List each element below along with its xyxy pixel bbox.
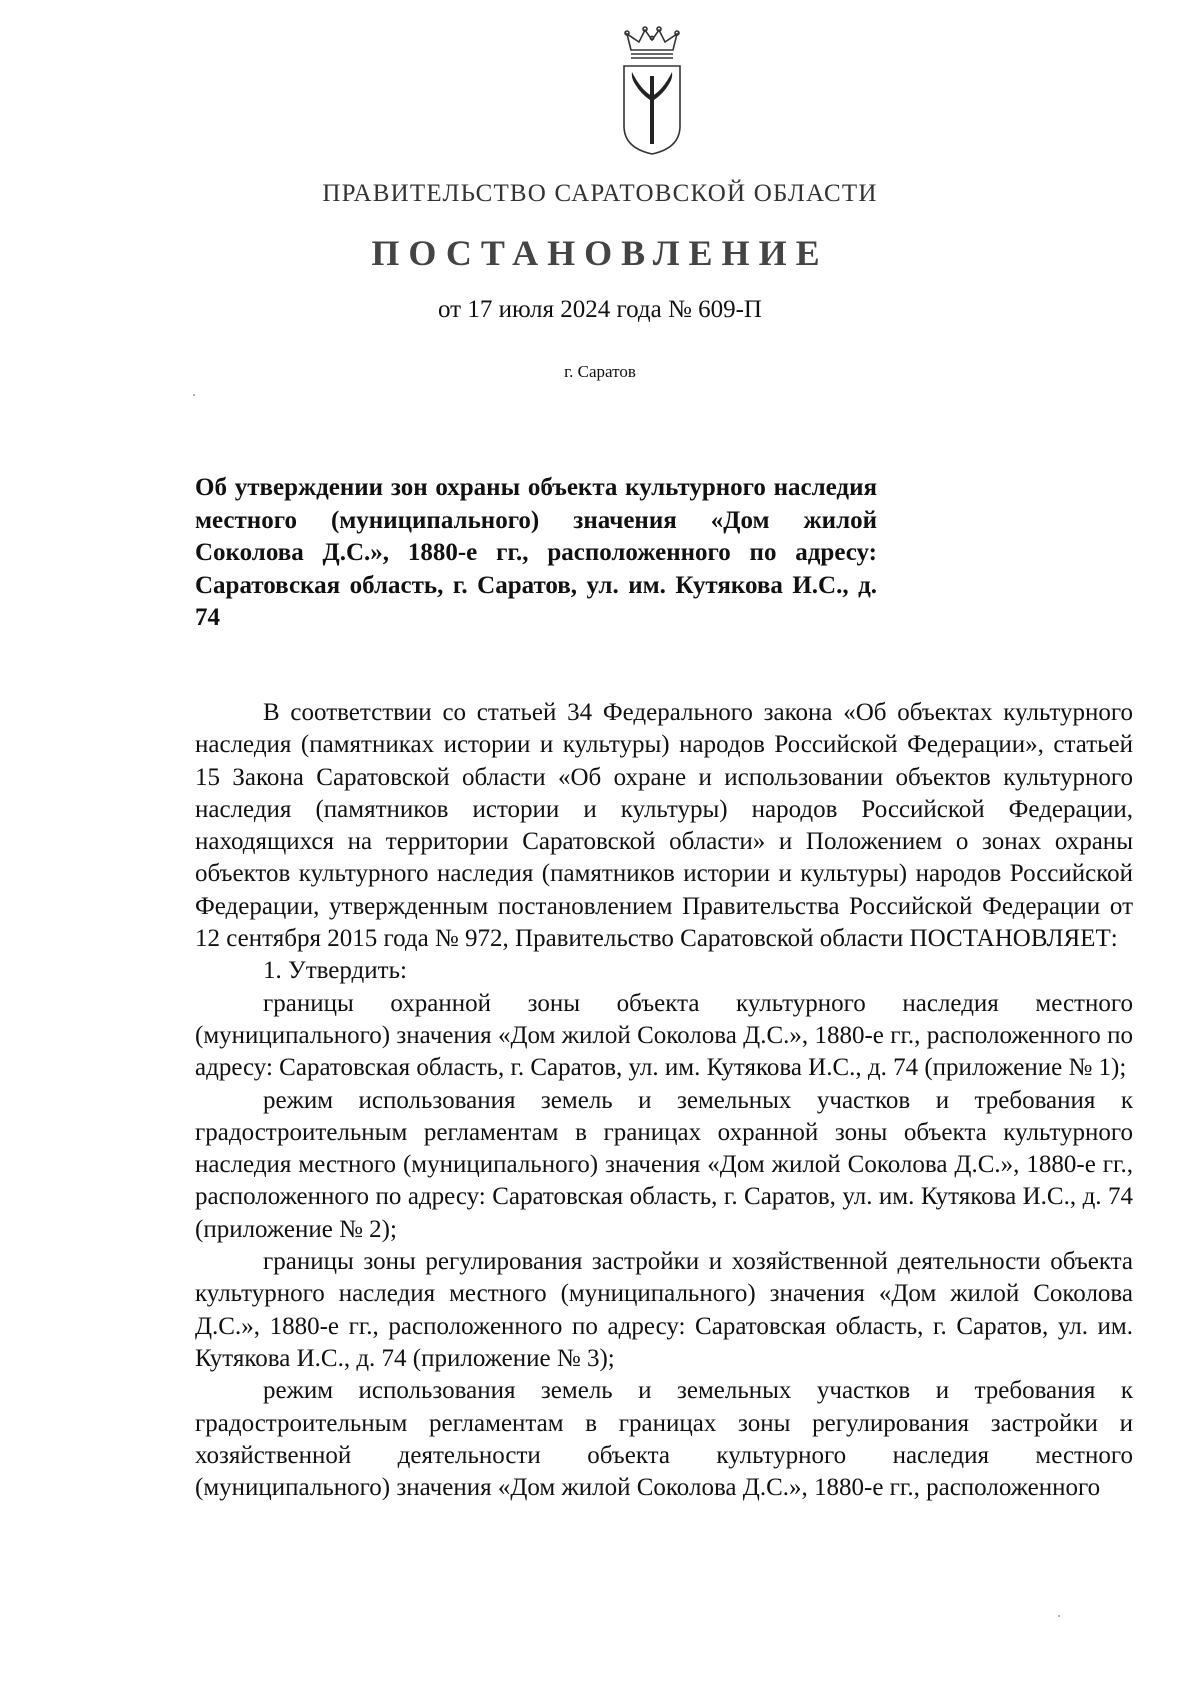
scan-speck xyxy=(1058,1615,1060,1617)
document-subject: Об утверждении зон охраны объекта культурного наследия местного (муниципального) значения «Дом жилой Соколова Д.С.», 1880-е гг., расположенного по адресу: Саратовская область, г. Саратов, ул. им. Кутякова И.С., д. 74 xyxy=(195,474,877,631)
body-paragraph: режим использования земель и земельных участков и требования к градостроительным регламентам в границах охранной зоны объекта культурного наследия местного (муниципального) значения «Дом жилой Соколова Д.С.», 1880-е гг., расположенного по адресу: Саратовская область, г. Саратов, ул. им. Кутякова И.С., д. 74 (приложение № 2); xyxy=(195,1086,1133,1243)
body-paragraph: 1. Утвердить: xyxy=(263,957,407,985)
document-city: г. Саратов xyxy=(564,362,636,381)
coat-of-arms-icon xyxy=(617,26,687,158)
document-type: ПОСТАНОВЛЕНИЕ xyxy=(371,233,829,273)
document-date-number: от 17 июля 2024 года № 609-П xyxy=(438,296,762,323)
government-title: ПРАВИТЕЛЬСТВО САРАТОВСКОЙ ОБЛАСТИ xyxy=(322,180,878,207)
body-paragraph: В соответствии со статьей 34 Федерального закона «Об объектах культурного наследия (памятниках истории и культуры) народов Российской Федерации», статьей 15 Закона Саратовской области «Об охране и использовании объектов культурного наследия (памятников истории и культуры) народов Российской Федерации, находящихся на территории Саратовской области» и Положением о зонах охраны объектов культурного наследия (памятников истории и культуры) народов Российской Федерации, утвержденным постановлением Правительства Российской Федерации от 12 сентября 2015 года № 972, Правительство Саратовской области ПОСТАНОВЛЯЕТ: xyxy=(195,699,1133,953)
body-paragraph: границы охранной зоны объекта культурного наследия местного (муниципального) значения «Дом жилой Соколова Д.С.», 1880-е гг., расположенного по адресу: Саратовская область, г. Саратов, ул. им. Кутякова И.С., д. 74 (приложение № 1); xyxy=(195,989,1133,1082)
document-body xyxy=(195,697,1133,1504)
body-paragraph: режим использования земель и земельных участков и требования к градостроительным регламентам в границах зоны регулирования застройки и хозяйственной деятельности объекта культурного наследия местного (муниципального) значения «Дом жилой Соколова Д.С.», 1880-е гг., расположенного xyxy=(195,1377,1133,1502)
body-paragraph: границы зоны регулирования застройки и хозяйственной деятельности объекта культурного наследия местного (муниципального) значения «Дом жилой Соколова Д.С.», 1880-е гг., расположенного по адресу: Саратовская область, г. Саратов, ул. им. Кутякова И.С., д. 74 (приложение № 3); xyxy=(195,1248,1133,1372)
scan-speck xyxy=(193,394,195,396)
